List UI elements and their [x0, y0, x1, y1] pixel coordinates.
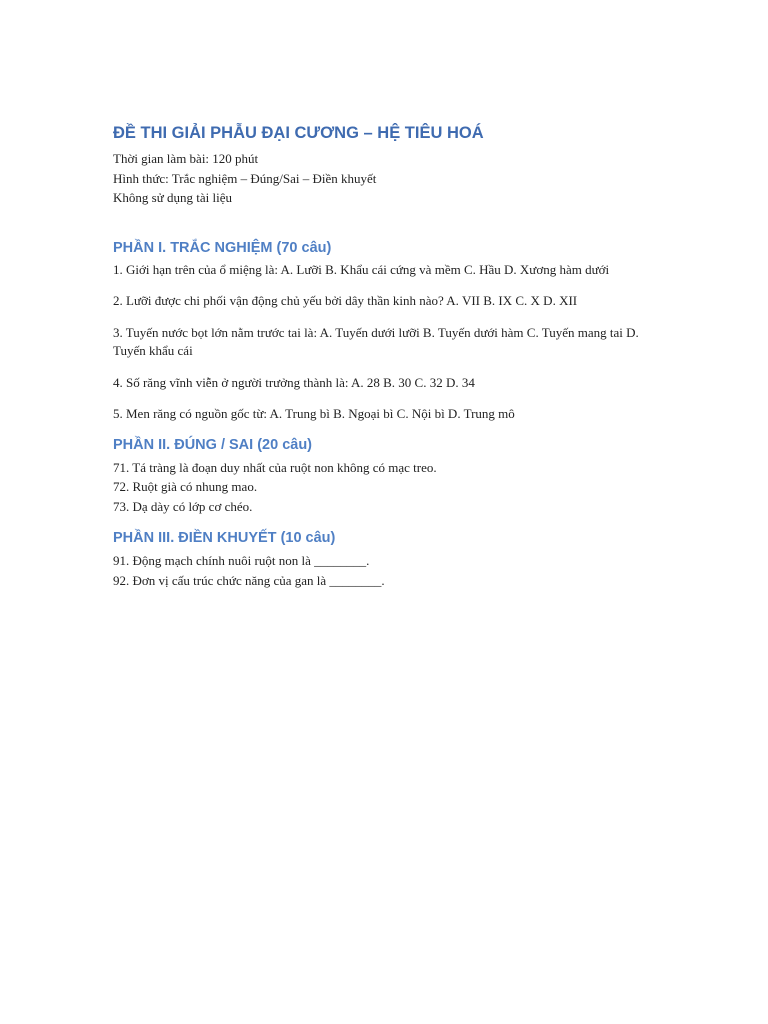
section-multiple-choice — [113, 240, 653, 424]
question-item: 71. Tá tràng là đoạn duy nhất của ruột non không có mạc treo. — [113, 459, 437, 475]
question-item: 1. Giới hạn trên của ổ miệng là: A. Lưỡi B. Khẩu cái cứng và mềm C. Hầu D. Xương hàm dưới — [113, 261, 610, 277]
question-item: 5. Men răng có nguồn gốc từ: A. Trung bì B. Ngoại bì C. Nội bì D. Trung mô — [113, 406, 515, 421]
section-heading: PHẦN I. TRẮC NGHIỆM (70 câu) — [113, 239, 332, 256]
question-item: 73. Dạ dày có lớp cơ chéo. — [113, 498, 253, 514]
document-page — [113, 124, 653, 590]
question-item: 4. Số răng vĩnh viễn ở người trưởng thành là: A. 28 B. 30 C. 32 D. 34 — [113, 374, 475, 390]
exam-format: Hình thức: Trắc nghiệm – Đúng/Sai – Điền khuyết — [113, 170, 377, 186]
exam-info — [113, 149, 653, 208]
exam-duration: Thời gian làm bài: 120 phút — [113, 151, 259, 166]
section-heading: PHẦN III. ĐIỀN KHUYẾT (10 câu) — [113, 530, 336, 546]
question-item: 3. Tuyến nước bọt lớn nằm trước tai là: A. Tuyến dưới lưỡi B. Tuyến dưới hàm C. Tuyến mang tai D. Tuyến khẩu cái — [113, 324, 639, 358]
document-title: ĐỀ THI GIẢI PHẪU ĐẠI CƯƠNG – HỆ TIÊU HOÁ — [113, 124, 484, 142]
question-item: 2. Lưỡi được chi phối vận động chủ yếu bởi dây thần kinh nào? A. VII B. IX C. X D. XII — [113, 293, 578, 308]
section-heading: PHẦN II. ĐÚNG / SAI (20 câu) — [113, 436, 313, 453]
question-item: 92. Đơn vị cấu trúc chức năng của gan là ________. — [113, 572, 385, 588]
question-item: 72. Ruột già có nhung mao. — [113, 479, 258, 494]
section-true-false — [113, 437, 653, 517]
question-item: 91. Động mạch chính nuôi ruột non là ________. — [113, 553, 370, 568]
section-fill-in — [113, 530, 653, 590]
exam-rules: Không sử dụng tài liệu — [113, 190, 232, 205]
